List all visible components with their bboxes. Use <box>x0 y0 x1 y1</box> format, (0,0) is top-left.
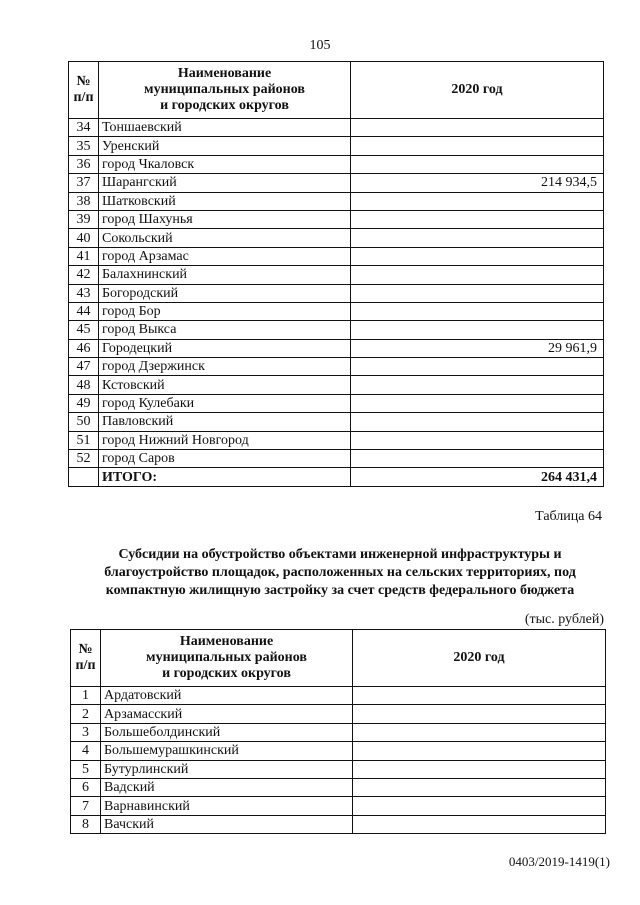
table-label: Таблица 64 <box>535 509 602 524</box>
row-value <box>351 358 604 376</box>
row-value <box>351 413 604 431</box>
table-row <box>69 210 604 228</box>
row-number: 51 <box>69 431 99 449</box>
row-number: 1 <box>71 687 101 705</box>
table-row <box>69 266 604 284</box>
row-value <box>353 760 606 778</box>
row-name: Шарангский <box>99 174 351 192</box>
table-row <box>69 321 604 339</box>
header-number: № п/п <box>69 62 99 119</box>
total-label: ИТОГО: <box>99 468 351 486</box>
units-label: (тыс. рублей) <box>524 612 604 627</box>
total-row <box>69 468 604 486</box>
row-number: 46 <box>69 339 99 357</box>
row-value <box>351 321 604 339</box>
row-number: 2 <box>71 705 101 723</box>
table-row <box>69 450 604 468</box>
row-value <box>351 450 604 468</box>
row-number: 3 <box>71 723 101 741</box>
table-row <box>71 797 606 815</box>
row-number: 49 <box>69 394 99 412</box>
row-value <box>353 742 606 760</box>
row-number: 36 <box>69 155 99 173</box>
row-name: Большеболдинский <box>101 723 353 741</box>
row-value <box>351 119 604 137</box>
table-row <box>69 376 604 394</box>
table-row <box>69 358 604 376</box>
row-value <box>351 431 604 449</box>
row-name: город Арзамас <box>99 247 351 265</box>
row-name: Кстовский <box>99 376 351 394</box>
page-number: 105 <box>309 38 331 53</box>
row-value <box>353 723 606 741</box>
row-name: Шатковский <box>99 192 351 210</box>
row-number: 5 <box>71 760 101 778</box>
subsidy-table-continued <box>68 61 604 487</box>
header-name: Наименование муниципальных районов и городских округов <box>101 630 353 687</box>
row-number: 42 <box>69 266 99 284</box>
table-row <box>71 815 606 833</box>
table-row <box>71 723 606 741</box>
table-row <box>69 431 604 449</box>
row-name: город Саров <box>99 450 351 468</box>
table-row <box>69 192 604 210</box>
table-row <box>71 742 606 760</box>
row-name: Варнавинский <box>101 797 353 815</box>
row-value <box>351 229 604 247</box>
subsidy-table-64 <box>70 629 606 834</box>
row-name: Большемурашкинский <box>101 742 353 760</box>
row-value <box>353 705 606 723</box>
row-name: Вадский <box>101 778 353 796</box>
row-number: 50 <box>69 413 99 431</box>
row-value <box>353 815 606 833</box>
row-number: 6 <box>71 778 101 796</box>
row-number: 44 <box>69 302 99 320</box>
row-name: Павловский <box>99 413 351 431</box>
row-value <box>351 155 604 173</box>
total-value: 264 431,4 <box>351 468 604 486</box>
table-row <box>71 705 606 723</box>
header-number: № п/п <box>71 630 101 687</box>
row-value <box>351 394 604 412</box>
row-name: Вачский <box>101 815 353 833</box>
row-value <box>353 797 606 815</box>
row-name: город Шахунья <box>99 210 351 228</box>
row-number: 34 <box>69 119 99 137</box>
table-row <box>69 302 604 320</box>
row-number: 8 <box>71 815 101 833</box>
row-value <box>351 247 604 265</box>
table-row <box>69 137 604 155</box>
row-name: город Нижний Новгород <box>99 431 351 449</box>
row-name: Арзамасский <box>101 705 353 723</box>
table-row <box>69 413 604 431</box>
table-row <box>69 119 604 137</box>
row-name: Ардатовский <box>101 687 353 705</box>
row-name: город Выкса <box>99 321 351 339</box>
table-row <box>69 155 604 173</box>
document-code: 0403/2019-1419(1) <box>508 854 610 869</box>
row-name: Уренский <box>99 137 351 155</box>
row-name: город Чкаловск <box>99 155 351 173</box>
table-row <box>71 760 606 778</box>
row-number: 47 <box>69 358 99 376</box>
row-value <box>351 302 604 320</box>
table-row <box>69 247 604 265</box>
header-year: 2020 год <box>353 630 606 687</box>
row-number: 7 <box>71 797 101 815</box>
table-row <box>69 339 604 357</box>
total-number <box>69 468 99 486</box>
table-row <box>71 778 606 796</box>
table-row <box>69 394 604 412</box>
table-row <box>71 687 606 705</box>
row-value <box>351 137 604 155</box>
table-title: Субсидии на обустройство объектами инженерной инфраструктуры и благоустройство площадок, расположенных на сельских территориях, под компактную жилищную застройку за счет средств федерального бюджета <box>104 547 576 598</box>
row-value: 29 961,9 <box>351 339 604 357</box>
row-number: 4 <box>71 742 101 760</box>
row-number: 41 <box>69 247 99 265</box>
row-value <box>351 284 604 302</box>
row-number: 43 <box>69 284 99 302</box>
row-value <box>351 210 604 228</box>
row-name: Бутурлинский <box>101 760 353 778</box>
header-year: 2020 год <box>351 62 604 119</box>
row-name: Городецкий <box>99 339 351 357</box>
row-value <box>353 687 606 705</box>
row-name: город Бор <box>99 302 351 320</box>
header-name: Наименование муниципальных районов и городских округов <box>99 62 351 119</box>
row-value <box>353 778 606 796</box>
row-name: Тоншаевский <box>99 119 351 137</box>
row-number: 37 <box>69 174 99 192</box>
row-value <box>351 266 604 284</box>
row-number: 40 <box>69 229 99 247</box>
row-name: город Дзержинск <box>99 358 351 376</box>
table-row <box>69 284 604 302</box>
row-number: 45 <box>69 321 99 339</box>
row-value <box>351 192 604 210</box>
row-number: 38 <box>69 192 99 210</box>
row-name: город Кулебаки <box>99 394 351 412</box>
row-value: 214 934,5 <box>351 174 604 192</box>
row-number: 48 <box>69 376 99 394</box>
row-name: Сокольский <box>99 229 351 247</box>
row-number: 52 <box>69 450 99 468</box>
row-number: 39 <box>69 210 99 228</box>
table-row <box>69 174 604 192</box>
row-name: Балахнинский <box>99 266 351 284</box>
row-number: 35 <box>69 137 99 155</box>
row-name: Богородский <box>99 284 351 302</box>
row-value <box>351 376 604 394</box>
table-row <box>69 229 604 247</box>
